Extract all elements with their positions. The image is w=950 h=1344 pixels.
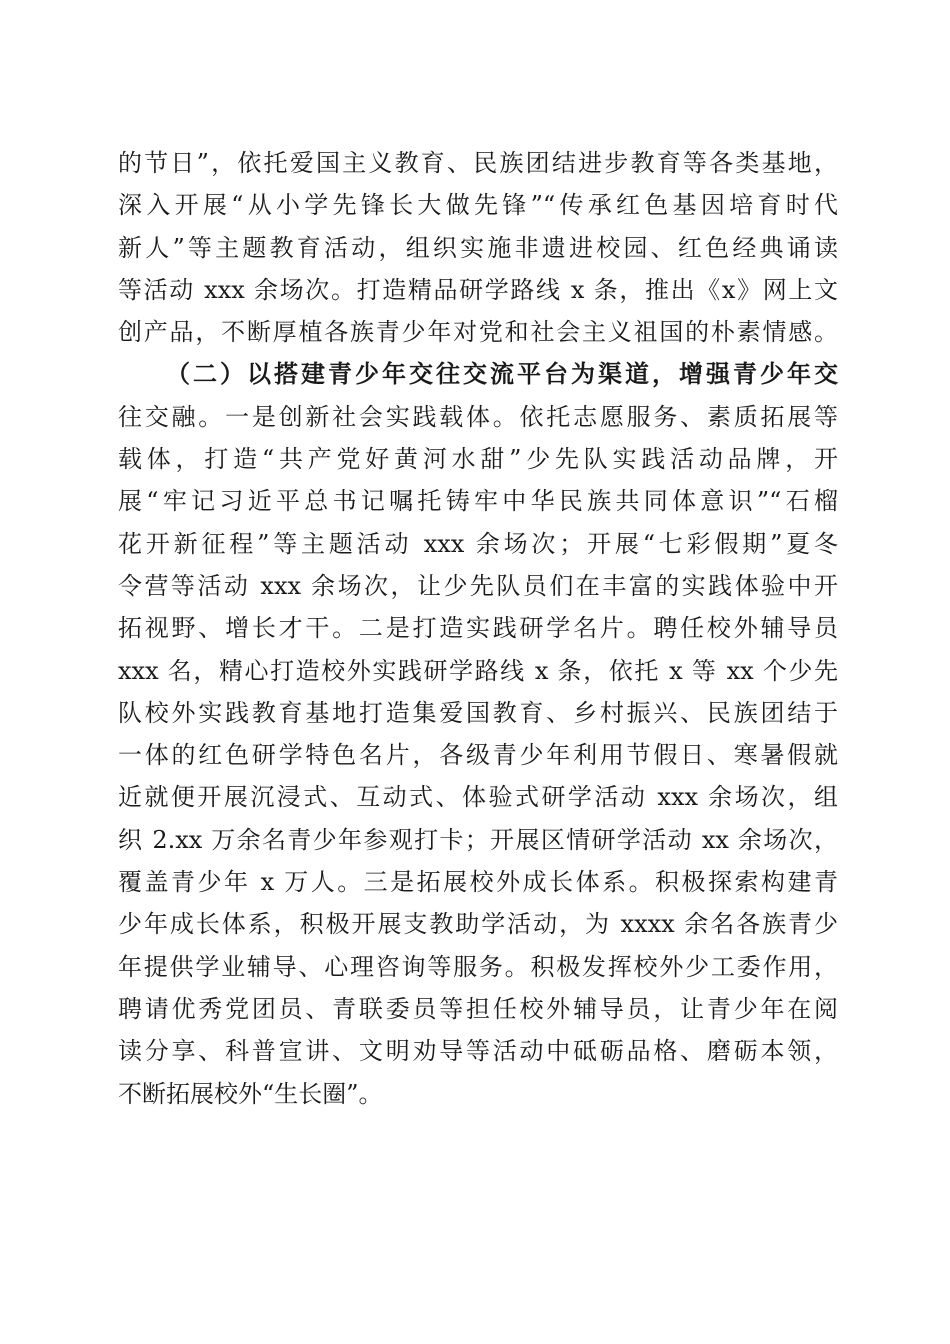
text-line: 拓视野、增长才干。二是打造实践研学名片。聘任校外辅导员 (118, 614, 838, 643)
section-heading-line: （二）以搭建青少年交往交流平台为渠道，增强青少年交 (166, 359, 838, 389)
text-line: 的节日”，依托爱国主义教育、民族团结进步教育等各类基地， (118, 149, 838, 177)
text-line: 一体的红色研学特色名片，各级青少年利用节假日、寒暑假就 (118, 741, 838, 770)
text-line: 覆盖青少年 x 万人。三是拓展校外成长体系。积极探索构建青 (118, 868, 838, 897)
text-line: 近就便开展沉浸式、互动式、体验式研学活动 xxx 余场次，组 (118, 783, 838, 812)
paragraph-2 (118, 353, 838, 1114)
text-line: 年提供学业辅导、心理咨询等服务。积极发挥校外少工委作用， (118, 952, 838, 981)
text-line: 新人”等主题教育活动，组织实施非遗进校园、红色经典诵读 (118, 233, 838, 262)
text-line: 花开新征程”等主题活动 xxx 余场次；开展“七彩假期”夏冬 (118, 529, 838, 558)
document-body (118, 142, 838, 1115)
text-line: 队校外实践教育基地打造集爱国教育、乡村振兴、民族团结于 (118, 698, 838, 727)
text-line: 读分享、科普宣讲、文明劝导等活动中砥砺品格、磨砺本领， (118, 1037, 838, 1066)
text-line: 等活动 xxx 余场次。打造精品研学路线 x 条，推出《x》网上文 (118, 275, 838, 304)
text-line: 织 2.xx 万余名青少年参观打卡；开展区情研学活动 xx 余场次， (118, 825, 838, 854)
text-line: 少年成长体系，积极开展支教助学活动，为 xxxx 余名各族青少 (118, 910, 838, 939)
text-line-last: 不断拓展校外“生长圈”。 (118, 1079, 383, 1108)
text-line: 聘请优秀党团员、青联委员等担任校外辅导员，让青少年在阅 (118, 994, 838, 1023)
text-line: 令营等活动 xxx 余场次，让少先队员们在丰富的实践体验中开 (118, 571, 838, 600)
text-line: xxx 名，精心打造校外实践研学路线 x 条，依托 x 等 xx 个少先 (118, 656, 838, 685)
text-line: 载体，打造“共产党好黄河水甜”少先队实践活动品牌，开 (118, 445, 838, 474)
text-line: 往交融。一是创新社会实践载体。依托志愿服务、素质拓展等 (118, 402, 838, 431)
text-line: 深入开展“从小学先锋长大做先锋”“传承红色基因培育时代 (118, 191, 838, 220)
paragraph-1 (118, 142, 838, 353)
text-line: 展“牢记习近平总书记嘱托铸牢中华民族共同体意识”“石榴 (118, 487, 838, 516)
text-line: 创产品，不断厚植各族青少年对党和社会主义祖国的朴素情感。 (118, 318, 838, 347)
